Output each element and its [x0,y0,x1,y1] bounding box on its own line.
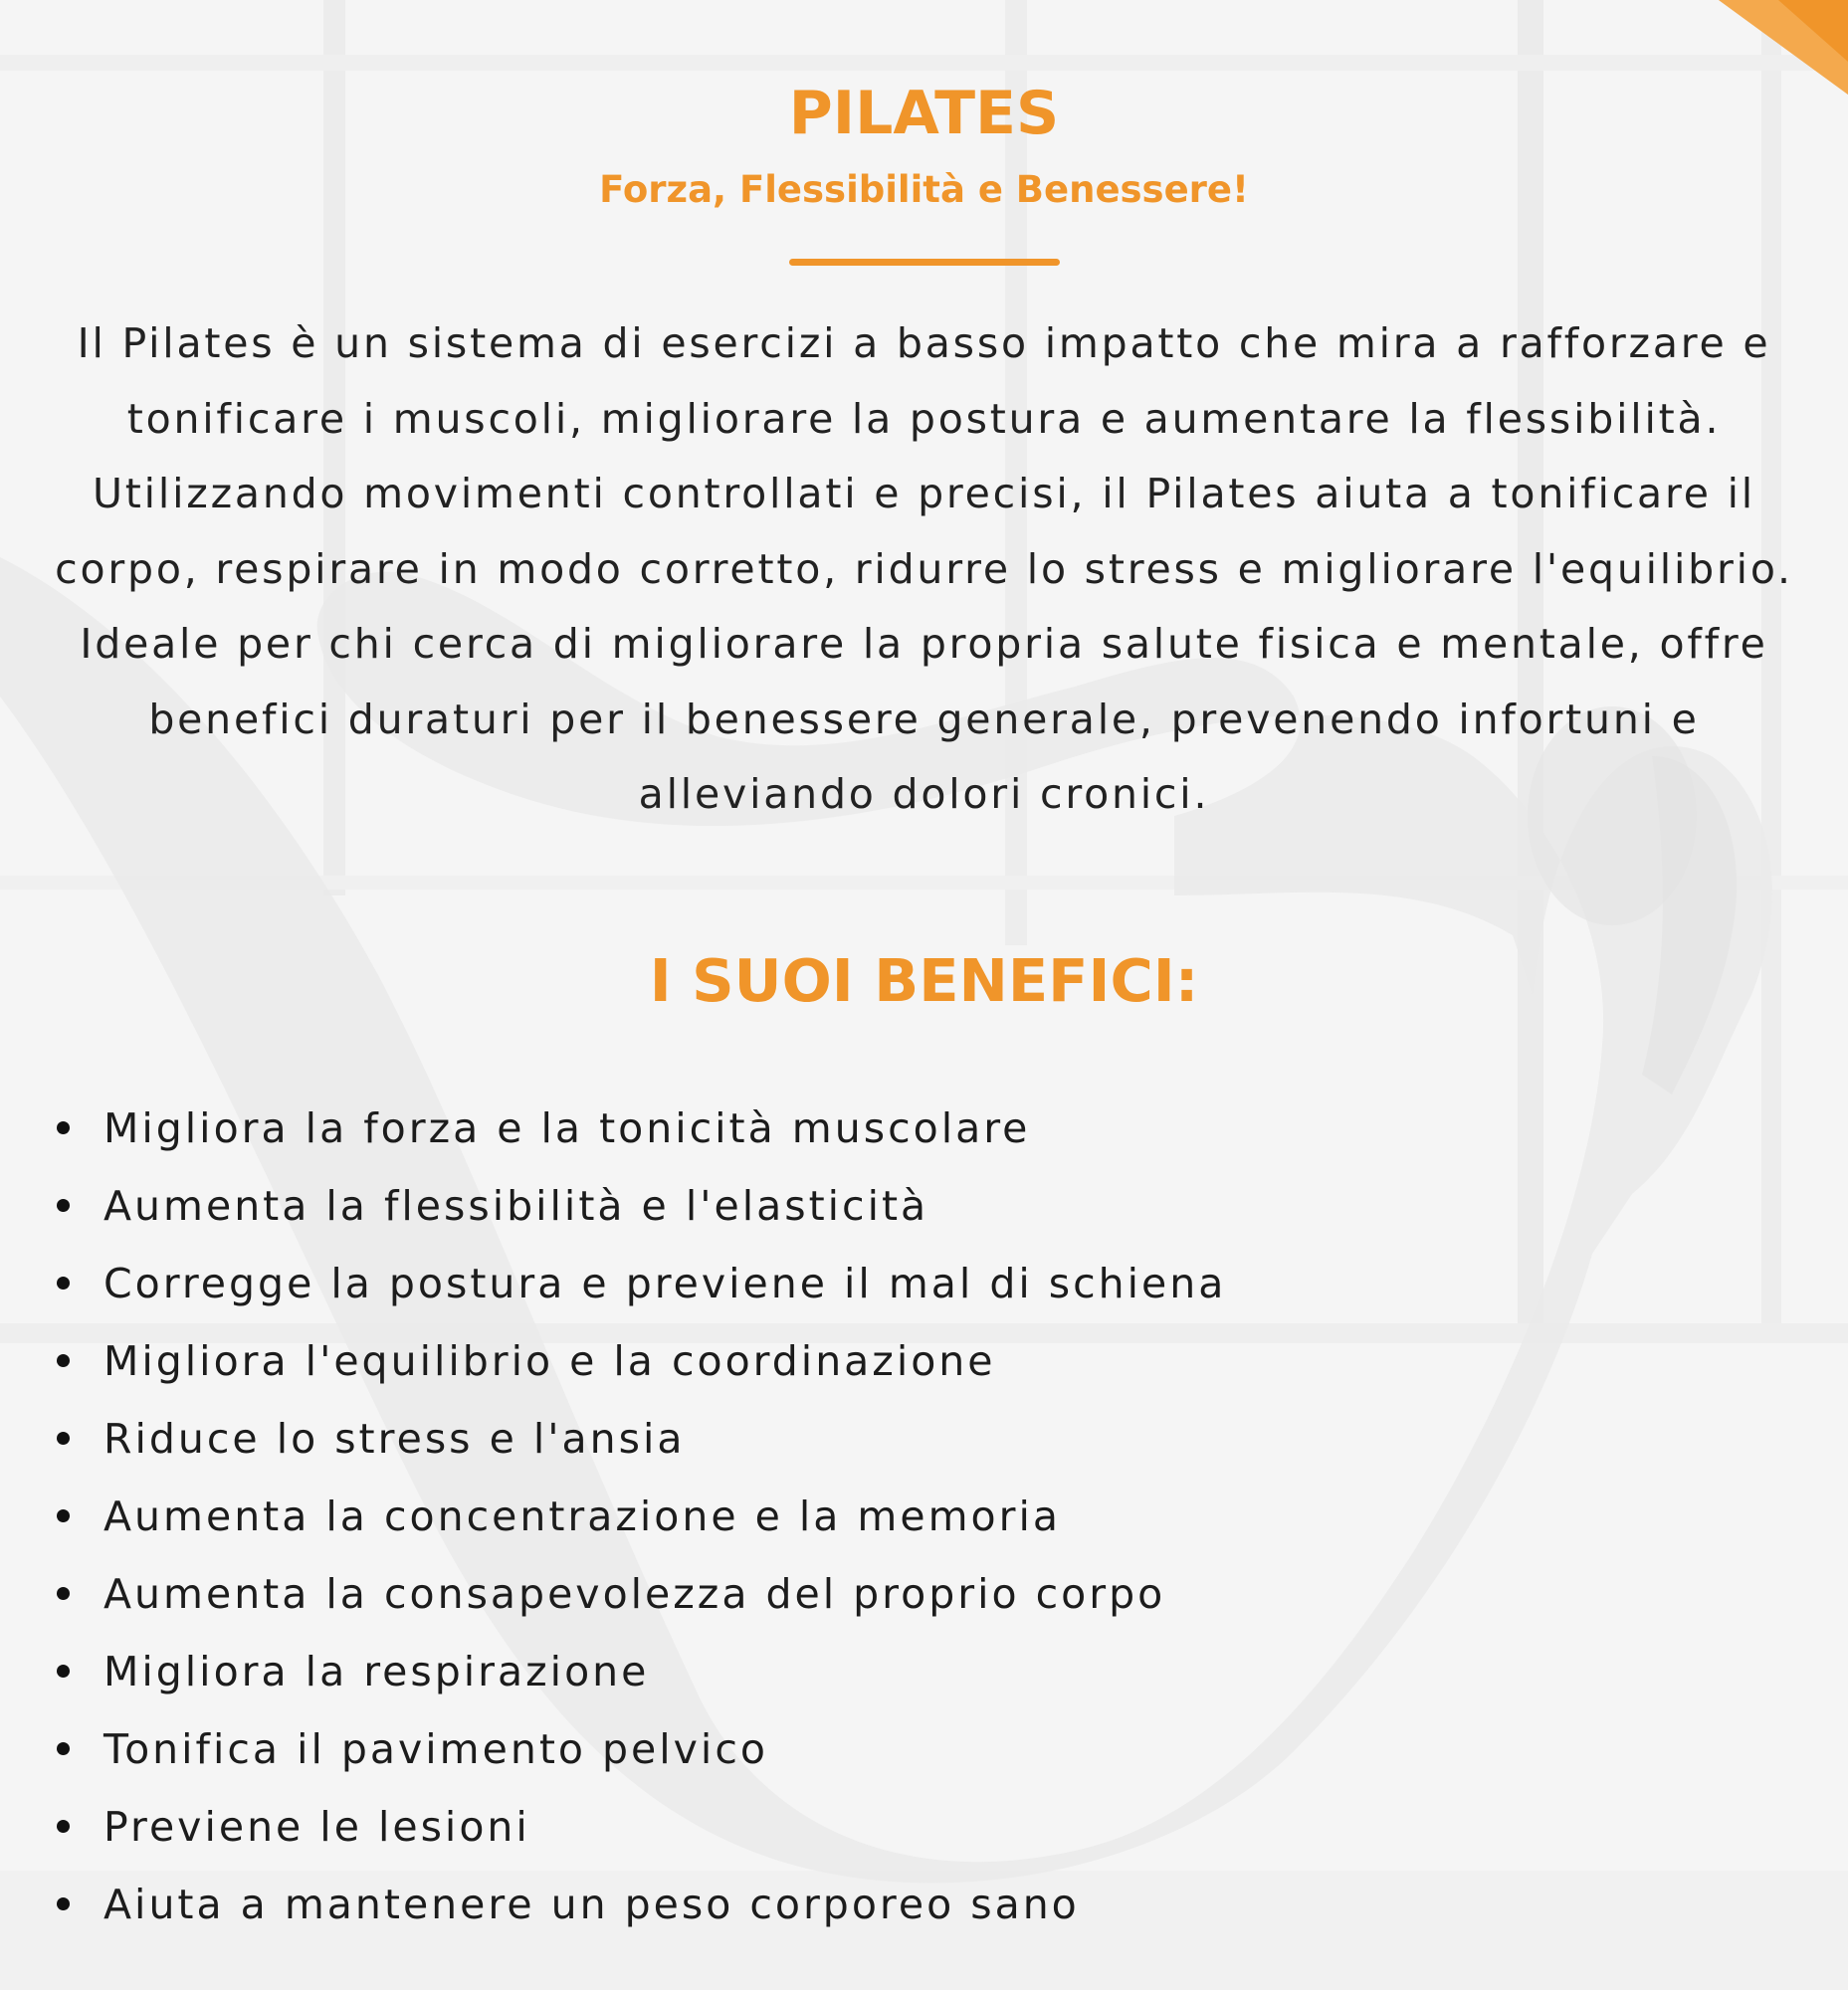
list-item-text: Aumenta la concentrazione e la memoria [103,1492,1061,1540]
list-item-text: Previene le lesioni [103,1803,530,1851]
list-item [54,1245,1745,1322]
list-item-text: Aumenta la consapevolezza del proprio corpo [103,1570,1166,1618]
title-divider [789,259,1060,266]
list-item-text: Migliora la respirazione [103,1648,650,1695]
bullet-icon [57,1199,70,1212]
bullet-icon [57,1509,70,1522]
bullet-icon [57,1587,70,1600]
bullet-icon [57,1897,70,1910]
list-item [54,1478,1745,1555]
list-item-text: Corregge la postura e previene il mal di schiena [103,1260,1227,1307]
list-item-text: Riduce lo stress e l'ansia [103,1415,686,1463]
bullet-icon [57,1121,70,1134]
benefits-list [54,1090,1745,1943]
list-item [54,1322,1745,1400]
list-item [54,1167,1745,1245]
bullet-icon [57,1432,70,1445]
bullet-icon [57,1354,70,1367]
list-item-text: Migliora l'equilibrio e la coordinazione [103,1337,996,1385]
bullet-icon [57,1665,70,1678]
list-item [54,1400,1745,1478]
list-item-text: Aumenta la flessibilità e l'elasticità [103,1182,929,1230]
list-item-text: Tonifica il pavimento pelvico [103,1725,768,1773]
benefits-heading: I SUOI BENEFICI: [649,946,1199,1015]
list-item [54,1788,1745,1866]
page-subtitle: Forza, Flessibilità e Benessere! [599,168,1249,211]
list-item [54,1866,1745,1943]
list-item [54,1555,1745,1633]
list-item-text: Aiuta a mantenere un peso corporeo sano [103,1881,1080,1928]
bullet-icon [57,1742,70,1755]
list-item-text: Migliora la forza e la tonicità muscolare [103,1104,1031,1152]
bullet-icon [57,1820,70,1833]
list-item [54,1710,1745,1788]
page-title: PILATES [788,79,1060,148]
bullet-icon [57,1277,70,1290]
list-item [54,1633,1745,1710]
intro-paragraph: Il Pilates è un sistema di esercizi a basso impatto che mira a rafforzare e tonificare i muscoli, migliorare la postura e aumentare la flessibilità. Utilizzando movimenti controllati e precisi, il Pilates aiuta a tonificare il corpo, respirare in modo corretto, ridurre lo stress e migliorare l'equilibrio. Ideale per chi cerca di migliorare la propria salute fisica e mentale, offre benefici duraturi per il benessere generale, prevenendo infortuni e alleviando dolori cronici. [55,319,1793,818]
list-item [54,1090,1745,1167]
